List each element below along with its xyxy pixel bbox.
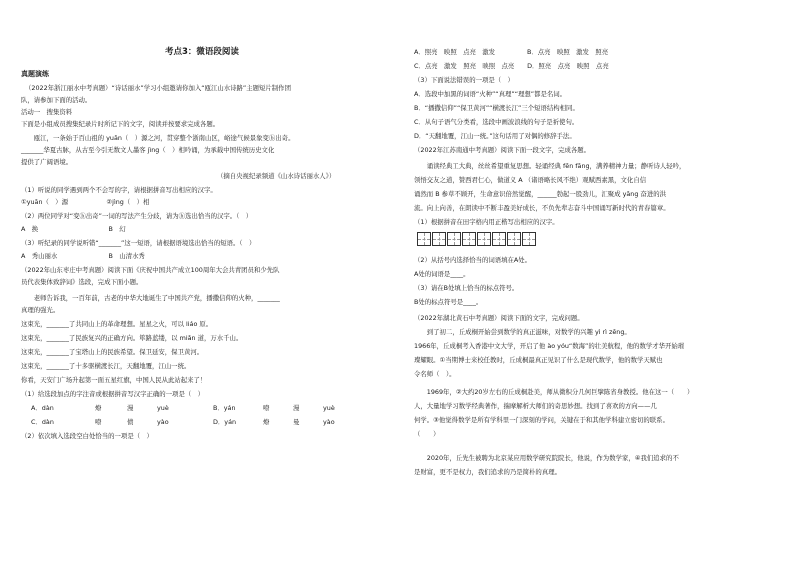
text-line: 这束光，_______了十多驱横渡长江，天翻地覆，江山一统。 [21,362,191,370]
grid-cell[interactable] [432,232,446,246]
right-column [410,0,790,562]
text-line: 这束光，_______了共同山上的革命理想。星星之火，可以 liáo 原。 [21,320,213,328]
text-line: （2022年湖北黄石中考真题）阅读下面的文字，完成问题。 [414,314,584,322]
grid-cell[interactable] [507,232,521,246]
question: （2）依次填入选段空白处恰当的一项是（ ） [21,432,153,440]
text-line: （2022年浙江丽水中考真题）“诗话丽水”学习小组邀请你加入“瓯江山水诗路”主题短片制作团 [25,84,291,92]
option-d-3: 曼 [293,418,300,426]
option-c: C．dàn [31,418,54,426]
option-line: A．选段中加黑的词语“火种”“真理”“理想”都是名词。 [414,90,567,98]
text-line: 提供了广阔语境。 [21,158,73,166]
text-line: 令名师（ ）。 [414,370,456,378]
text-line: 诵然而 B 参草不顾开，生命意识倍然觉醒，______勃起一股劲儿，汇聚成 yāng 奋进的洪 [414,190,666,198]
text-line: 到了初二，丘成桐开始尝到数学的真正滋味，对数学的兴趣 yì rì zēng。 [414,328,631,336]
option-c-4: yào [157,418,169,426]
option-b: B．yán [213,404,236,412]
left-column [17,0,397,562]
text-line: 诵读经典工大典，丝丝希望重复思想。轻诵经典 fēn fāng，满养精神力量；静听诗人轻吟， [414,162,686,170]
text-line: 这束光，_______了民族复兴的正确方向。筚路蓝缕，以 miǎn 道，万水千山。 [21,334,243,342]
text-line: 老师告诉我，一百年前，古老的中华大地诞生了中国共产党，播撒信仰的火种，_______ [21,294,280,302]
question: （1）给选段加点的字注音或根据拼音写汉字正确的一项是（ ） [21,390,205,398]
text-line: 队，请参加下面的活动。 [21,96,92,104]
grid-cell[interactable] [417,232,431,246]
text-line: （ ） [414,430,440,438]
option-b-2: 嘹 [263,404,270,412]
grid-cell[interactable] [492,232,506,246]
page-title: 考点3：微语段阅读 [165,47,239,57]
text-line: （2022年山东枣庄中考真题）阅读下面《庆祝中国共产成立100周年大会共青团员和少先队 [21,266,280,274]
option-a-4: yuè [157,404,169,412]
option-line: A 换 B 幻 [21,225,126,233]
question: （2）两位同学对“变ⓑ出奇”一词的写法产生分歧，请为ⓑ选出恰当的汉字。（ ） [21,212,253,220]
text-line: （2022年江苏南通中考真题）阅读下面一段文字，完成各题。 [414,146,591,154]
section-heading: 真题演练 [21,70,49,78]
option-line: C．从句子语气分类看，选段中画波浪线的句子是祈使句。 [414,118,579,126]
text-line: 瓯江，一条始于百山祖的 yuān（ ）源之河，贯穿整个浙南山区，峪途气候景象变ⓑ出奇。 [21,134,295,142]
option-line: C．点亮 激发 照亮 映照 点亮 D．照亮 点亮 映照 点亮 [414,62,609,70]
text-line: 何学。③他觉得数学是所有学科里一门深刻的学问，关键在于和其他学科建立密切的联系。 [414,416,669,424]
text-line: 这束光，_______了宝塔山上的民族希望。保卫延安，保卫黄河。 [21,348,204,356]
text-line: 是财富，更不是权力，我们追求的乃是简朴的真理。 [414,468,561,476]
text-line: 1969年，②大约20岁左右的丘成桐赴美，师从微积分几何巨擘陈省身教授。他在这一（ ） [414,388,694,396]
option-a-2: 燎 [95,404,102,412]
question: （3）请在B处填上恰当的标点符号。 [414,284,519,292]
text-line: 活动一 搜集资料 [21,108,73,116]
writing-grid[interactable] [417,232,537,246]
option-b-3: 漫 [293,404,300,412]
option-line: D．“天翻地覆，江山一统。”这句话用了对偶的修辞手法。 [414,132,576,140]
answer-line: A处的词语是____。 [414,270,470,278]
text-line: 人，大量地学习数学经典著作，揣摩解析大师们的奇思妙想。找到了喜欢的方向——几 [414,402,657,410]
text-line: 1966年，丘成桐考入香港中文大学，开启了他 ào yóu“数海”的壮美航程，他的数学才华开始璀 [414,342,685,350]
option-a-3: 漫 [127,404,134,412]
question: （3）听纪录的同学说听错“_______”这一短语，请根据语境选出恰当的短语。（ ） [21,239,256,247]
option-line: A 秀山丽水 B 山清水秀 [21,252,145,260]
option-d-4: yào [323,418,335,426]
option-line: A．照亮 映照 点亮 激发 B．点亮 映照 激发 照亮 [414,48,609,56]
option-d: D．yán [213,418,237,426]
text-line: 员代表集体致辞词》选段，完成下面小题。 [21,278,143,286]
text-line: _______华夏古脉，从古至今引无数文人墨客 jìng（ ）相吟诵，为承载中国传统历史文化 [21,146,275,154]
option-line: B．“播撒信仰”“保卫黄河”“横渡长江”三个短语结构相同。 [414,104,579,112]
question: （1）听说的同学遇到两个不会写的字，请根据拼音写出相应的汉字。 [21,186,217,194]
text-line: 下面是小组成员搜集纪录片时所记下的文字，阅读并按要求完成各题。 [21,120,220,128]
option-d-2: 燎 [263,418,270,426]
text-line: 璨耀眼。①当期博士来校任教时，丘成桐最真正见识了什么是现代数学，他的数学天赋也 [414,356,663,364]
option-a: A．dàn [31,404,54,412]
option-b-4: yuè [323,404,335,412]
question: （3）下面说法错误的一项是（ ） [414,76,514,84]
text-line: 你看，天安门广场升起第一面五星红旗，中国人民从此站起来了！ [21,376,207,384]
option-c-2: 嘹 [95,418,102,426]
question: （1）根据拼音在田字格内用正楷写出相应的汉字。 [414,218,559,226]
question-answer-line: ①yuān（ ）源 ②jìng（ ）相 [21,198,150,206]
grid-cell[interactable] [522,232,536,246]
grid-cell[interactable] [462,232,476,246]
question: （2）从括号内选择恰当的词语填在A处。 [414,256,532,264]
text-line: 2020年，丘先生被聘为北京某应用数学研究院院长，他说，作为数学家，④我们追求的不 [414,454,679,462]
text-line: 真理的强光。 [21,306,60,314]
text-line: 流。向上向善，在朗读中不断丰盈美好成长，不负先辈志奋斗中国诵写新时代的青春篇章。 [414,204,670,212]
grid-cell[interactable] [477,232,491,246]
source-note: （摘自央视纪录频道《山水诗话丽水人》） [217,172,336,180]
answer-line: B处的标点符号是____。 [414,298,483,306]
grid-cell[interactable] [447,232,461,246]
option-c-3: 偾 [127,418,134,426]
text-line: 领悟交友之道，赞西君仁心，做道义 A （诸语略长风不绝）观赋西素黑，文化自信 [414,176,647,184]
